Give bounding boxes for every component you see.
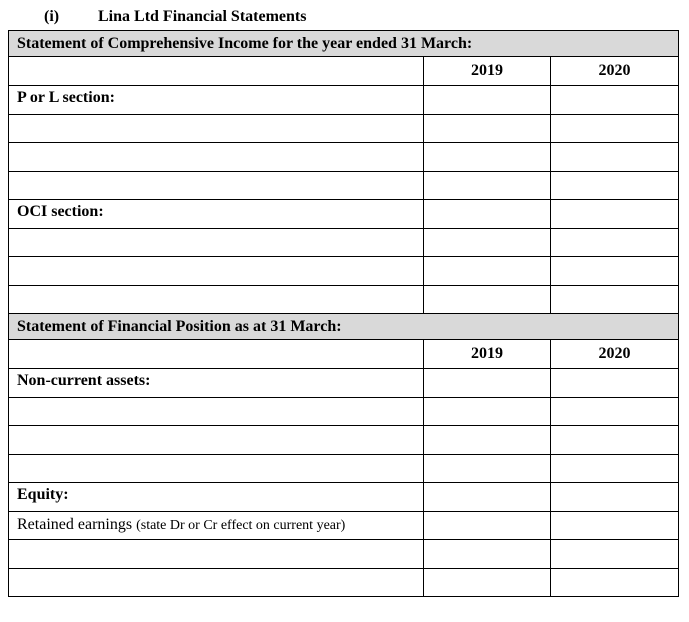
input-cell[interactable] xyxy=(424,426,551,455)
input-cell[interactable] xyxy=(424,511,551,540)
retained-earnings-label: Retained earnings xyxy=(17,516,133,534)
empty-cell xyxy=(9,340,424,369)
input-cell[interactable] xyxy=(9,171,424,200)
input-cell[interactable] xyxy=(551,143,679,172)
pl-line-row xyxy=(9,171,679,200)
document-title: Lina Ltd Financial Statements xyxy=(98,8,307,25)
input-cell[interactable] xyxy=(424,454,551,483)
equity-line-row xyxy=(9,540,679,569)
input-cell[interactable] xyxy=(424,86,551,115)
input-cell[interactable] xyxy=(551,285,679,314)
input-cell[interactable] xyxy=(424,568,551,597)
oci-line-row xyxy=(9,285,679,314)
sofp-year-2019: 2019 xyxy=(424,340,551,369)
pl-section-row xyxy=(9,86,679,115)
pl-line-row xyxy=(9,143,679,172)
input-cell[interactable] xyxy=(424,200,551,229)
sofp-year-2020: 2020 xyxy=(551,340,679,369)
retained-earnings-row xyxy=(9,511,679,540)
input-cell[interactable] xyxy=(9,397,424,426)
nca-line-row xyxy=(9,454,679,483)
oci-section-row xyxy=(9,200,679,229)
financial-statements-table xyxy=(8,30,679,597)
input-cell[interactable] xyxy=(551,114,679,143)
soci-year-2020: 2020 xyxy=(551,57,679,86)
input-cell[interactable] xyxy=(424,171,551,200)
sofp-title-row xyxy=(9,314,679,340)
input-cell[interactable] xyxy=(551,397,679,426)
input-cell[interactable] xyxy=(9,568,424,597)
input-cell[interactable] xyxy=(9,454,424,483)
input-cell[interactable] xyxy=(551,540,679,569)
input-cell[interactable] xyxy=(9,285,424,314)
sofp-title: Statement of Financial Position as at 31 March: xyxy=(9,314,679,340)
retained-earnings-note: (state Dr or Cr effect on current year) xyxy=(136,518,346,534)
nca-line-row xyxy=(9,426,679,455)
input-cell[interactable] xyxy=(551,568,679,597)
equity-section-label: Equity: xyxy=(9,483,424,512)
input-cell[interactable] xyxy=(551,200,679,229)
input-cell[interactable] xyxy=(424,143,551,172)
nca-section-row xyxy=(9,369,679,398)
nca-section-label: Non-current assets: xyxy=(9,369,424,398)
retained-earnings-cell xyxy=(9,511,424,540)
equity-line-row xyxy=(9,568,679,597)
input-cell[interactable] xyxy=(424,397,551,426)
pl-line-row xyxy=(9,114,679,143)
soci-years-row xyxy=(9,57,679,86)
pl-section-label: P or L section: xyxy=(9,86,424,115)
equity-section-row xyxy=(9,483,679,512)
oci-line-row xyxy=(9,228,679,257)
sofp-years-row xyxy=(9,340,679,369)
input-cell[interactable] xyxy=(424,369,551,398)
section-number: (i) xyxy=(44,8,60,25)
oci-line-row xyxy=(9,257,679,286)
input-cell[interactable] xyxy=(9,143,424,172)
input-cell[interactable] xyxy=(551,511,679,540)
soci-title: Statement of Comprehensive Income for the year ended 31 March: xyxy=(9,31,679,57)
empty-cell xyxy=(9,57,424,86)
input-cell[interactable] xyxy=(424,257,551,286)
input-cell[interactable] xyxy=(551,171,679,200)
input-cell[interactable] xyxy=(9,257,424,286)
input-cell[interactable] xyxy=(424,228,551,257)
soci-year-2019: 2019 xyxy=(424,57,551,86)
document-heading xyxy=(44,8,306,26)
input-cell[interactable] xyxy=(551,228,679,257)
input-cell[interactable] xyxy=(9,540,424,569)
input-cell[interactable] xyxy=(9,114,424,143)
input-cell[interactable] xyxy=(424,285,551,314)
soci-title-row xyxy=(9,31,679,57)
input-cell[interactable] xyxy=(424,483,551,512)
input-cell[interactable] xyxy=(9,228,424,257)
input-cell[interactable] xyxy=(551,454,679,483)
input-cell[interactable] xyxy=(424,540,551,569)
oci-section-label: OCI section: xyxy=(9,200,424,229)
input-cell[interactable] xyxy=(551,369,679,398)
input-cell[interactable] xyxy=(551,483,679,512)
input-cell[interactable] xyxy=(551,86,679,115)
input-cell[interactable] xyxy=(9,426,424,455)
input-cell[interactable] xyxy=(551,426,679,455)
input-cell[interactable] xyxy=(424,114,551,143)
nca-line-row xyxy=(9,397,679,426)
input-cell[interactable] xyxy=(551,257,679,286)
